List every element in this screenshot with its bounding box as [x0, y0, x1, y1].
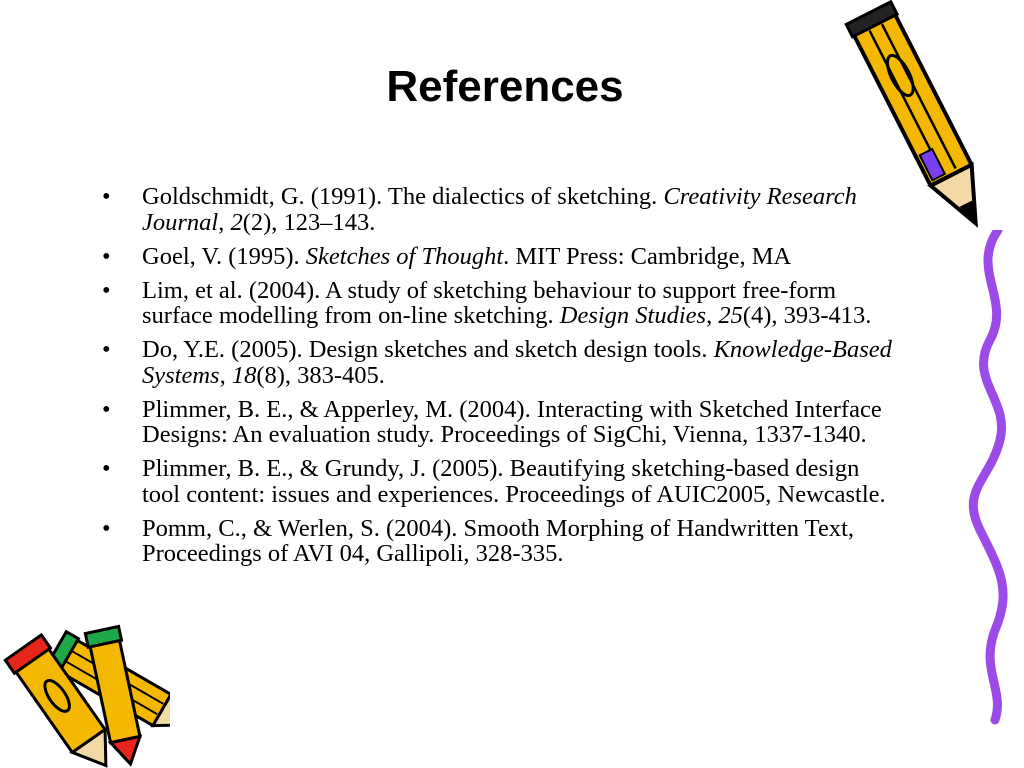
pencil-cluster-icon — [0, 610, 170, 768]
reference-text: (8), 383-405. — [256, 361, 385, 389]
reference-italic-text: Sketches of Thought — [305, 242, 504, 270]
pencil-icon — [838, 0, 1018, 250]
wavy-line-icon — [950, 230, 1024, 730]
slide-title: References — [386, 62, 624, 111]
bullet-icon: • — [102, 395, 111, 423]
reference-text: (4), 393-413. — [742, 302, 872, 329]
reference-text: , — [219, 361, 232, 389]
reference-text: . MIT Press: Cambridge, MA — [503, 242, 792, 270]
reference-italic-text: Design Studies — [559, 302, 707, 329]
reference-italic-text: 2 — [230, 208, 243, 236]
reference-item — [100, 456, 900, 507]
reference-text: (2), 123–143. — [242, 208, 376, 236]
reference-italic-text: Knowledge-Based Systems — [142, 336, 892, 389]
reference-item — [100, 516, 900, 567]
reference-item — [100, 278, 900, 329]
reference-text: , — [706, 302, 719, 329]
reference-text: Goldschmidt, G. (1991). The dialectics of sketching. — [142, 183, 664, 210]
reference-item — [100, 244, 900, 270]
reference-italic-text: 18 — [231, 361, 257, 389]
reference-text: Goel, V. (1995). — [142, 242, 306, 270]
references-list — [100, 184, 900, 575]
bullet-icon: • — [102, 336, 111, 363]
reference-item — [100, 397, 900, 448]
reference-text: Plimmer, B. E., & Grundy, J. (2005). Beautifying sketching-based design tool content: issues and experiences. Proceedings of AUIC2005, Newcastle. — [142, 455, 886, 508]
reference-text: Do, Y.E. (2005). Design sketches and sketch design tools. — [142, 336, 714, 363]
reference-text: Lim, et al. (2004). A study of sketching behaviour to support free-form surface modelling from on-line sketching. — [142, 276, 837, 329]
reference-italic-text: Creativity Research Journal — [142, 183, 857, 236]
bullet-icon: • — [102, 242, 111, 270]
reference-text: Pomm, C., & Werlen, S. (2004). Smooth Morphing of Handwritten Text, Proceedings of AVI 04, Gallipoli, 328-335. — [142, 514, 854, 567]
bullet-icon: • — [102, 183, 111, 210]
reference-text: , — [218, 208, 231, 236]
reference-item — [100, 184, 900, 235]
bullet-icon: • — [102, 276, 111, 304]
reference-text: Plimmer, B. E., & Apperley, M. (2004). Interacting with Sketched Interface Designs: An evaluation study. Proceedings of SigChi, Vienna, 1337-1340. — [142, 395, 882, 448]
reference-italic-text: 25 — [718, 302, 743, 329]
bullet-icon: • — [102, 514, 111, 542]
reference-item — [100, 337, 900, 388]
bullet-icon: • — [102, 455, 111, 482]
